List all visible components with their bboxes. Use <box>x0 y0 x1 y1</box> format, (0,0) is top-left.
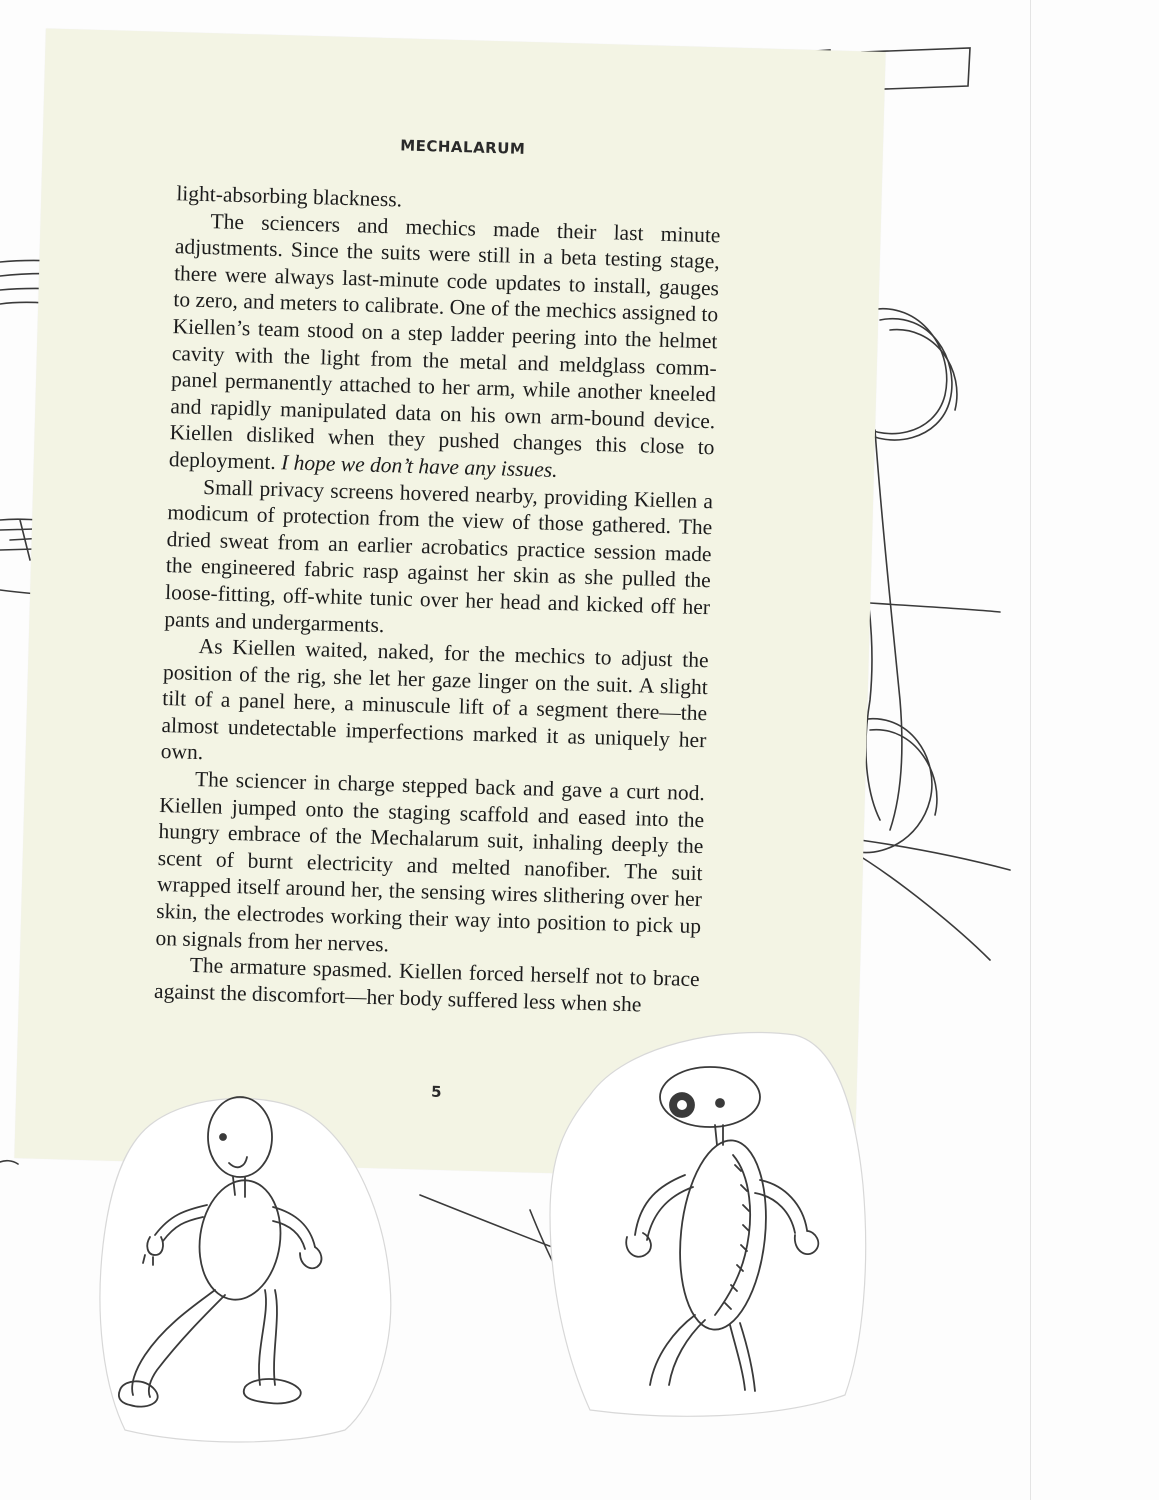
page-number: 5 <box>430 1082 442 1101</box>
smiling-figure-drawing <box>95 1085 395 1445</box>
robot-figure-cutout <box>545 1025 875 1425</box>
smiling-figure-cutout <box>95 1085 395 1445</box>
book-page <box>14 28 885 1181</box>
body-text <box>154 180 722 1019</box>
paragraph: The sciencer in charge stepped back and gave a curt nod. Kiellen jumped onto the staging scaffold and eased into the hungry embrace of the Mechalarum suit, inhaling deeply the scent of burnt electricity and melted nanofiber. The suit wrapped itself around her, the sensing wires slithering over her skin, the electrodes working their way into position to pick up on signals from her nerves. <box>155 767 706 957</box>
paragraph: light-absorbing blackness. <box>176 181 403 212</box>
robot-figure-drawing <box>545 1025 875 1425</box>
paragraph-text: The sciencers and mechics made their last minute adjustments. Since the suits were still in a beta testing stage, there were always last-minute code updates to install, gauges to zero, and meters to calibrate. One of the mechics assigned to Kiellen’s team stood on a step ladder peering into the helmet cavity with the light from the metal and meldglass comm-panel permanently attached to her arm, while another kneeled and rapidly manipulated data on his own arm-bound device. Kiellen disliked when they pushed changes this close to deployment. <box>168 208 721 475</box>
paragraph: Small privacy screens hovered nearby, providing Kiellen a modicum of protection from the view of those gathered. The dried sweat from an earlier acrobatics practice session made the engineered fabric rasp against her skin as she pulled the loose-fitting, off-white tunic over her head and kicked off her pants and undergarments. <box>164 474 714 637</box>
paragraph <box>169 207 721 488</box>
italic-thought: I hope we don’t have any issues. <box>280 450 558 482</box>
paragraph: The armature spasmed. Kiellen forced herself not to brace against the discomfort—her body suffered less when she <box>153 953 700 1017</box>
paragraph: As Kiellen waited, naked, for the mechics to adjust the position of the rig, she let her gaze linger on the suit. A slight tilt of a panel here, a minuscule lift of a segment there—the almost undetectable imperfections marked it as uniquely her own. <box>160 634 709 765</box>
running-head: MECHALARUM <box>399 136 526 158</box>
